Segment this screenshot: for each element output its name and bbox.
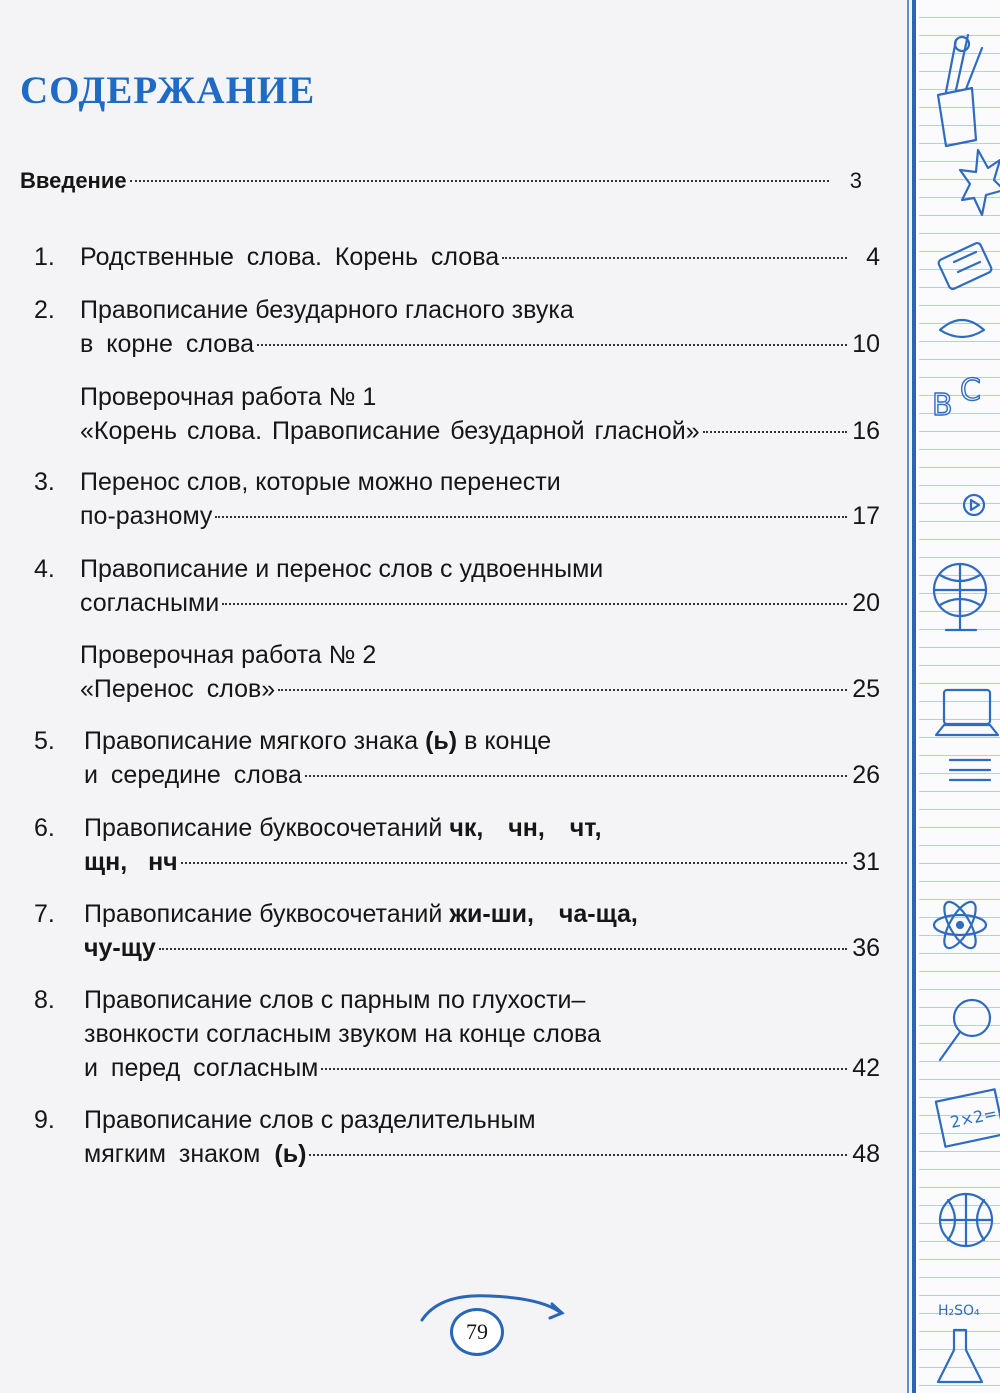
leader-dots [222, 603, 847, 605]
abc-blocks-icon [932, 320, 984, 423]
page-ref: 3 [849, 168, 862, 193]
page-ref: 26 [852, 761, 880, 789]
entry-number: 6. [34, 814, 55, 842]
page-ref: 20 [852, 589, 880, 617]
letter-combos-cont: щн, нч [84, 848, 178, 876]
page-ref: 48 [852, 1140, 880, 1168]
entry-title-cont: мягким знаком [84, 1140, 261, 1168]
leader-dots [502, 257, 847, 259]
margin-rule [907, 0, 909, 1393]
page-ref: 16 [852, 417, 880, 445]
leader-dots [278, 689, 847, 691]
chalkboard-icon [936, 1089, 1000, 1146]
page-number-badge [400, 1288, 580, 1368]
test-title: Проверочная работа № 1 [80, 383, 377, 411]
entry-title: Родственные слова. Корень слова [80, 243, 500, 271]
entry-title: Правописание и перенос слов с удвоенными [80, 555, 604, 583]
entry-number: 5. [34, 727, 55, 755]
svg-text:H₂SO₄: H₂SO₄ [938, 1303, 980, 1319]
page-ref: 42 [852, 1054, 880, 1082]
entry-title: Правописание мягкого знака [84, 727, 419, 755]
magnifier-icon [940, 1000, 990, 1060]
entry-title: Правописание буквосочетаний [84, 900, 443, 928]
leader-dots [159, 948, 847, 950]
entry-number: 4. [34, 555, 55, 583]
soft-sign-mark: (ь) [274, 1140, 307, 1168]
page-number: 79 [450, 1308, 504, 1356]
letter-combos: жи-ши, ча-ща, [449, 900, 638, 928]
entry-title: Правописание слов с разделительным [84, 1106, 536, 1134]
entry-number: 8. [34, 986, 55, 1014]
laptop-icon [936, 690, 998, 780]
entry-title: Правописание буквосочетаний [84, 814, 443, 842]
notebook-margin [912, 0, 1000, 1393]
leader-dots [309, 1154, 847, 1156]
leader-dots [215, 516, 847, 518]
entry-number: 7. [34, 900, 55, 928]
leader-dots [130, 180, 829, 182]
toc-intro [20, 168, 862, 194]
leader-dots [703, 431, 847, 433]
page-title: СОДЕРЖАНИЕ [20, 69, 316, 112]
leaf-icon [960, 150, 1000, 215]
page-ref: 25 [852, 675, 880, 703]
test-subtitle: «Корень слова. Правописание безударной гласной» [80, 417, 700, 445]
soft-sign-mark: (ь) [425, 727, 458, 755]
leader-dots [181, 862, 847, 864]
entry-title-cont: согласными [80, 589, 220, 617]
pencil-cup-icon [938, 35, 982, 146]
page-ref: 36 [852, 934, 880, 962]
entry-title-cont: и середине слова [84, 761, 302, 789]
svg-text:C: C [960, 373, 981, 408]
basketball-icon [940, 1194, 992, 1246]
entry-number: 3. [34, 468, 55, 496]
test-subtitle: «Перенос слов» [80, 675, 276, 703]
entry-title: Правописание слов с парным по глухости– [84, 986, 586, 1014]
entry-number: 1. [34, 243, 55, 271]
svg-text:2×2=: 2×2= [948, 1103, 999, 1132]
leader-dots [321, 1068, 847, 1070]
entry-title-tail: в конце [464, 727, 552, 755]
entry-title-cont: и перед согласным [84, 1054, 319, 1082]
entry-number: 9. [34, 1106, 55, 1134]
globe-icon [934, 495, 986, 630]
atom-icon [934, 897, 986, 952]
page-ref: 17 [852, 502, 880, 530]
leader-dots [305, 775, 847, 777]
page-ref: 4 [866, 243, 880, 271]
letter-combos: чк, чн, чт, [449, 814, 602, 842]
leader-dots [257, 344, 847, 346]
entry-title: Перенос слов, которые можно перенести [80, 468, 561, 496]
page-ref: 10 [852, 330, 880, 358]
entry-title-cont: звонкости согласным звуком на конце слова [84, 1020, 601, 1048]
page-ref: 31 [852, 848, 880, 876]
test-title: Проверочная работа № 2 [80, 641, 377, 669]
entry-title-cont: по-разному [80, 502, 213, 530]
intro-label: Введение [20, 168, 127, 193]
entry-title: Правописание безударного гласного звука [80, 296, 574, 324]
entry-title-cont: в корне слова [80, 330, 255, 358]
entry-number: 2. [34, 296, 55, 324]
pencil-case-icon [937, 242, 992, 290]
letter-combos-cont: чу-щу [84, 934, 156, 962]
flask-icon [938, 1303, 982, 1382]
svg-text:B: B [932, 388, 953, 423]
